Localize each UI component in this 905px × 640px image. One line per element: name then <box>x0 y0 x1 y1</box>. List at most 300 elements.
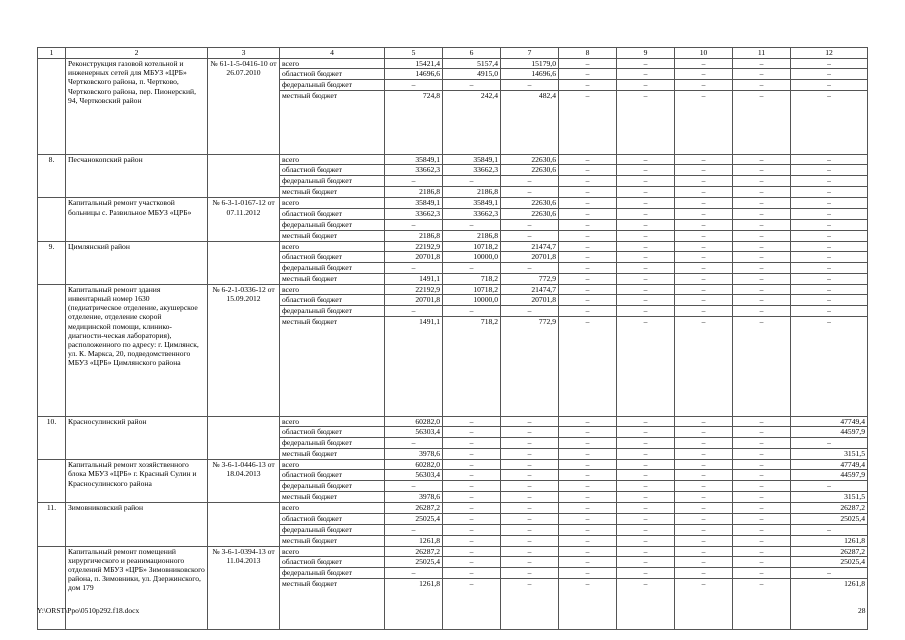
cell-col6: – <box>443 492 501 503</box>
cell-col10: – <box>675 578 733 629</box>
cell-col7: – <box>501 427 559 438</box>
cell-col10: – <box>675 556 733 567</box>
cell-col11: – <box>733 417 791 427</box>
budget-source: местный бюджет <box>280 187 385 198</box>
cell-col5: 25025,4 <box>385 513 443 524</box>
cell-col11: – <box>733 481 791 492</box>
cell-col6: 4915,0 <box>443 69 501 80</box>
cell-col8: – <box>559 438 617 449</box>
cell-col7: 21474,7 <box>501 284 559 294</box>
cell-col8: – <box>559 241 617 251</box>
cell-col10: – <box>675 524 733 535</box>
budget-source: областной бюджет <box>280 208 385 219</box>
cell-col11: – <box>733 503 791 513</box>
cell-col7: – <box>501 503 559 513</box>
cell-col8: – <box>559 556 617 567</box>
budget-source: всего <box>280 460 385 470</box>
cell-col8: – <box>559 187 617 198</box>
cell-col6: 10000,0 <box>443 295 501 306</box>
cell-col9: – <box>617 262 675 273</box>
document-number: № 61-1-5-0416-10 от 26.07.2010 <box>208 59 280 155</box>
file-path: Y:\ORST\Ppo\0510p292.f18.docx <box>37 606 140 615</box>
cell-col7: – <box>501 460 559 470</box>
cell-col7: – <box>501 470 559 481</box>
cell-col6: – <box>443 417 501 427</box>
cell-col12: – <box>791 241 868 251</box>
cell-col6: – <box>443 481 501 492</box>
cell-col8: – <box>559 284 617 294</box>
col-number: 6 <box>443 48 501 59</box>
row-number <box>38 546 66 629</box>
cell-col7: – <box>501 449 559 460</box>
cell-col10: – <box>675 567 733 578</box>
cell-col6: 35849,1 <box>443 155 501 165</box>
cell-col9: – <box>617 556 675 567</box>
cell-col5: 56303,4 <box>385 470 443 481</box>
cell-col8: – <box>559 306 617 317</box>
cell-col7: – <box>501 567 559 578</box>
cell-col9: – <box>617 241 675 251</box>
cell-col6: 718,2 <box>443 317 501 417</box>
cell-col10: – <box>675 230 733 241</box>
cell-col11: – <box>733 317 791 417</box>
cell-col12: – <box>791 524 868 535</box>
cell-col7: 21474,7 <box>501 241 559 251</box>
cell-col10: – <box>675 241 733 251</box>
cell-col12: – <box>791 284 868 294</box>
cell-col7: – <box>501 80 559 91</box>
budget-source: местный бюджет <box>280 317 385 417</box>
cell-col9: – <box>617 187 675 198</box>
budget-source: местный бюджет <box>280 91 385 155</box>
cell-col5: 33662,3 <box>385 208 443 219</box>
cell-col5: – <box>385 306 443 317</box>
table-row <box>38 59 868 69</box>
cell-col12: 25025,4 <box>791 513 868 524</box>
cell-col12: 25025,4 <box>791 556 868 567</box>
cell-col7: 20701,8 <box>501 251 559 262</box>
cell-col8: – <box>559 198 617 208</box>
cell-col8: – <box>559 230 617 241</box>
cell-col5: 22192,9 <box>385 284 443 294</box>
cell-col8: – <box>559 513 617 524</box>
cell-col5: 14696,6 <box>385 69 443 80</box>
cell-col12: – <box>791 165 868 176</box>
cell-col5: – <box>385 262 443 273</box>
cell-col10: – <box>675 251 733 262</box>
cell-col9: – <box>617 155 675 165</box>
cell-col12: – <box>791 219 868 230</box>
cell-col10: – <box>675 470 733 481</box>
budget-source: областной бюджет <box>280 251 385 262</box>
cell-col7: 22630,6 <box>501 165 559 176</box>
cell-col6: – <box>443 535 501 546</box>
cell-col7: – <box>501 230 559 241</box>
cell-col12: – <box>791 80 868 91</box>
cell-col10: – <box>675 481 733 492</box>
cell-col9: – <box>617 449 675 460</box>
cell-col5: 33662,3 <box>385 165 443 176</box>
cell-col6: – <box>443 219 501 230</box>
cell-col10: – <box>675 80 733 91</box>
cell-col8: – <box>559 91 617 155</box>
cell-col7: – <box>501 556 559 567</box>
object-name: Зимовниковский район <box>66 503 208 546</box>
cell-col12: 1261,8 <box>791 535 868 546</box>
cell-col10: – <box>675 198 733 208</box>
cell-col10: – <box>675 317 733 417</box>
cell-col10: – <box>675 295 733 306</box>
cell-col9: – <box>617 481 675 492</box>
cell-col11: – <box>733 556 791 567</box>
cell-col9: – <box>617 524 675 535</box>
col-number: 9 <box>617 48 675 59</box>
row-number <box>38 460 66 503</box>
budget-source: всего <box>280 417 385 427</box>
cell-col5: 26287,2 <box>385 546 443 556</box>
cell-col8: – <box>559 546 617 556</box>
cell-col5: 15421,4 <box>385 59 443 69</box>
col-number: 4 <box>280 48 385 59</box>
cell-col12: – <box>791 59 868 69</box>
cell-col8: – <box>559 417 617 427</box>
cell-col8: – <box>559 251 617 262</box>
cell-col11: – <box>733 155 791 165</box>
document-number: № 3-6-1-0394-13 от 11.04.2013 <box>208 546 280 629</box>
table-row <box>38 241 868 251</box>
cell-col5: 56303,4 <box>385 427 443 438</box>
cell-col8: – <box>559 208 617 219</box>
cell-col6: – <box>443 80 501 91</box>
cell-col8: – <box>559 578 617 629</box>
cell-col5: 26287,2 <box>385 503 443 513</box>
budget-source: областной бюджет <box>280 427 385 438</box>
cell-col5: 20701,8 <box>385 295 443 306</box>
budget-table <box>37 47 868 630</box>
cell-col8: – <box>559 535 617 546</box>
cell-col8: – <box>559 176 617 187</box>
cell-col11: – <box>733 306 791 317</box>
cell-col12: 26287,2 <box>791 546 868 556</box>
column-number-row <box>38 48 868 59</box>
cell-col5: – <box>385 176 443 187</box>
cell-col10: – <box>675 503 733 513</box>
row-number <box>38 198 66 241</box>
cell-col5: 35849,1 <box>385 155 443 165</box>
cell-col11: – <box>733 262 791 273</box>
cell-col9: – <box>617 69 675 80</box>
cell-col11: – <box>733 198 791 208</box>
cell-col9: – <box>617 251 675 262</box>
cell-col9: – <box>617 208 675 219</box>
cell-col10: – <box>675 546 733 556</box>
cell-col11: – <box>733 567 791 578</box>
cell-col6: – <box>443 546 501 556</box>
cell-col10: – <box>675 273 733 284</box>
cell-col12: – <box>791 176 868 187</box>
cell-col12: 3151,5 <box>791 449 868 460</box>
cell-col8: – <box>559 262 617 273</box>
cell-col5: 25025,4 <box>385 556 443 567</box>
col-number: 2 <box>66 48 208 59</box>
cell-col7: 22630,6 <box>501 208 559 219</box>
cell-col5: 3978,6 <box>385 492 443 503</box>
cell-col7: 20701,8 <box>501 295 559 306</box>
col-number: 5 <box>385 48 443 59</box>
object-name: Капитальный ремонт здания инвентарный номер 1630 (педиатрическое отделение, акушерское отделение, отделение скорой медицинской помощи, клинико-диагности-ческая лаборатория), расположенного по адресу: г. Цимлянск, ул. К. Маркса, 20, подведомственного МБУЗ «ЦРБ» Цимлянского района <box>66 284 208 416</box>
cell-col6: – <box>443 306 501 317</box>
cell-col7: 772,9 <box>501 273 559 284</box>
cell-col6: – <box>443 460 501 470</box>
cell-col11: – <box>733 524 791 535</box>
cell-col12: – <box>791 208 868 219</box>
budget-source: федеральный бюджет <box>280 524 385 535</box>
cell-col9: – <box>617 417 675 427</box>
cell-col5: 1491,1 <box>385 273 443 284</box>
col-number: 11 <box>733 48 791 59</box>
cell-col5: 20701,8 <box>385 251 443 262</box>
document-number <box>208 155 280 198</box>
cell-col10: – <box>675 535 733 546</box>
object-name: Цимлянский район <box>66 241 208 284</box>
cell-col7: – <box>501 187 559 198</box>
cell-col10: – <box>675 59 733 69</box>
col-number: 12 <box>791 48 868 59</box>
cell-col12: – <box>791 155 868 165</box>
cell-col10: – <box>675 219 733 230</box>
cell-col12: 47749,4 <box>791 460 868 470</box>
cell-col7: – <box>501 219 559 230</box>
cell-col5: – <box>385 438 443 449</box>
cell-col11: – <box>733 165 791 176</box>
cell-col7: – <box>501 546 559 556</box>
budget-source: федеральный бюджет <box>280 176 385 187</box>
cell-col9: – <box>617 219 675 230</box>
budget-source: областной бюджет <box>280 513 385 524</box>
budget-source: федеральный бюджет <box>280 481 385 492</box>
budget-source: местный бюджет <box>280 230 385 241</box>
cell-col7: 15179,0 <box>501 59 559 69</box>
table-row <box>38 155 868 165</box>
cell-col6: 35849,1 <box>443 198 501 208</box>
cell-col8: – <box>559 492 617 503</box>
budget-source: федеральный бюджет <box>280 567 385 578</box>
cell-col9: – <box>617 80 675 91</box>
cell-col5: – <box>385 481 443 492</box>
cell-col9: – <box>617 295 675 306</box>
budget-source: федеральный бюджет <box>280 306 385 317</box>
cell-col11: – <box>733 449 791 460</box>
cell-col8: – <box>559 460 617 470</box>
cell-col9: – <box>617 273 675 284</box>
document-number: № 6-2-1-0336-12 от 15.09.2012 <box>208 284 280 416</box>
cell-col7: – <box>501 417 559 427</box>
cell-col11: – <box>733 438 791 449</box>
document-number <box>208 503 280 546</box>
table-row <box>38 417 868 427</box>
cell-col6: – <box>443 449 501 460</box>
cell-col9: – <box>617 470 675 481</box>
budget-source: областной бюджет <box>280 556 385 567</box>
cell-col10: – <box>675 460 733 470</box>
table-row <box>38 460 868 470</box>
cell-col9: – <box>617 91 675 155</box>
table-row <box>38 284 868 294</box>
cell-col12: 26287,2 <box>791 503 868 513</box>
cell-col12: 1261,8 <box>791 578 868 629</box>
col-number: 1 <box>38 48 66 59</box>
cell-col10: – <box>675 155 733 165</box>
budget-source: областной бюджет <box>280 165 385 176</box>
cell-col7: – <box>501 578 559 629</box>
cell-col6: – <box>443 262 501 273</box>
cell-col8: – <box>559 80 617 91</box>
object-name: Капитальный ремонт помещений хирургического и реанимационного отделений МБУЗ «ЦРБ» Зимовниковского района, п. Зимовники, ул. Дзержинского, дом 179 <box>66 546 208 629</box>
row-number <box>38 284 66 416</box>
cell-col9: – <box>617 306 675 317</box>
cell-col11: – <box>733 546 791 556</box>
cell-col10: – <box>675 438 733 449</box>
object-name: Капитальный ремонт хозяйственного блока МБУЗ «ЦРБ» г. Красный Сулин и Красносулинского района <box>66 460 208 503</box>
cell-col12: – <box>791 567 868 578</box>
col-number: 3 <box>208 48 280 59</box>
cell-col12: – <box>791 273 868 284</box>
cell-col11: – <box>733 80 791 91</box>
cell-col12: – <box>791 317 868 417</box>
cell-col11: – <box>733 295 791 306</box>
cell-col10: – <box>675 262 733 273</box>
cell-col12: – <box>791 69 868 80</box>
cell-col6: – <box>443 503 501 513</box>
cell-col8: – <box>559 449 617 460</box>
cell-col9: – <box>617 546 675 556</box>
cell-col6: – <box>443 567 501 578</box>
cell-col11: – <box>733 578 791 629</box>
cell-col10: – <box>675 187 733 198</box>
budget-source: федеральный бюджет <box>280 80 385 91</box>
cell-col9: – <box>617 176 675 187</box>
page-number: 28 <box>858 606 866 615</box>
cell-col11: – <box>733 535 791 546</box>
budget-source: федеральный бюджет <box>280 262 385 273</box>
budget-source: областной бюджет <box>280 69 385 80</box>
cell-col8: – <box>559 219 617 230</box>
cell-col5: 35849,1 <box>385 198 443 208</box>
cell-col9: – <box>617 535 675 546</box>
budget-source: всего <box>280 155 385 165</box>
cell-col12: – <box>791 91 868 155</box>
object-name: Красносулинский район <box>66 417 208 460</box>
cell-col8: – <box>559 69 617 80</box>
row-number <box>38 59 66 155</box>
cell-col8: – <box>559 567 617 578</box>
cell-col7: – <box>501 492 559 503</box>
cell-col5: – <box>385 524 443 535</box>
cell-col6: 242,4 <box>443 91 501 155</box>
cell-col8: – <box>559 165 617 176</box>
cell-col6: 2186,8 <box>443 230 501 241</box>
row-number: 8. <box>38 155 66 198</box>
cell-col5: 60282,0 <box>385 417 443 427</box>
cell-col11: – <box>733 59 791 69</box>
cell-col12: 3151,5 <box>791 492 868 503</box>
table-body <box>38 48 868 630</box>
cell-col6: 718,2 <box>443 273 501 284</box>
cell-col12: 44597,9 <box>791 470 868 481</box>
cell-col11: – <box>733 284 791 294</box>
cell-col7: – <box>501 262 559 273</box>
cell-col10: – <box>675 513 733 524</box>
cell-col11: – <box>733 460 791 470</box>
cell-col9: – <box>617 59 675 69</box>
cell-col7: – <box>501 535 559 546</box>
cell-col10: – <box>675 427 733 438</box>
budget-source: всего <box>280 546 385 556</box>
cell-col6: 10718,2 <box>443 284 501 294</box>
cell-col6: 10000,0 <box>443 251 501 262</box>
cell-col8: – <box>559 317 617 417</box>
cell-col6: 10718,2 <box>443 241 501 251</box>
cell-col10: – <box>675 176 733 187</box>
cell-col5: – <box>385 567 443 578</box>
cell-col11: – <box>733 187 791 198</box>
col-number: 8 <box>559 48 617 59</box>
cell-col8: – <box>559 59 617 69</box>
cell-col8: – <box>559 155 617 165</box>
budget-source: местный бюджет <box>280 535 385 546</box>
cell-col9: – <box>617 567 675 578</box>
cell-col11: – <box>733 273 791 284</box>
cell-col8: – <box>559 503 617 513</box>
cell-col7: – <box>501 438 559 449</box>
budget-source: местный бюджет <box>280 449 385 460</box>
col-number: 10 <box>675 48 733 59</box>
cell-col6: – <box>443 176 501 187</box>
cell-col8: – <box>559 273 617 284</box>
cell-col5: 2186,8 <box>385 187 443 198</box>
cell-col7: – <box>501 306 559 317</box>
cell-col9: – <box>617 284 675 294</box>
budget-source: федеральный бюджет <box>280 438 385 449</box>
table-row <box>38 546 868 556</box>
cell-col12: 47749,4 <box>791 417 868 427</box>
budget-source: всего <box>280 198 385 208</box>
cell-col12: – <box>791 306 868 317</box>
cell-col7: – <box>501 524 559 535</box>
cell-col7: 22630,6 <box>501 198 559 208</box>
cell-col11: – <box>733 241 791 251</box>
table-row <box>38 503 868 513</box>
cell-col11: – <box>733 470 791 481</box>
cell-col5: 22192,9 <box>385 241 443 251</box>
row-number: 10. <box>38 417 66 460</box>
cell-col7: – <box>501 176 559 187</box>
cell-col9: – <box>617 460 675 470</box>
cell-col10: – <box>675 165 733 176</box>
cell-col9: – <box>617 230 675 241</box>
cell-col6: 33662,3 <box>443 208 501 219</box>
document-number: № 6-3-1-0167-12 от 07.11.2012 <box>208 198 280 241</box>
cell-col9: – <box>617 492 675 503</box>
cell-col6: 2186,8 <box>443 187 501 198</box>
cell-col9: – <box>617 513 675 524</box>
cell-col9: – <box>617 578 675 629</box>
cell-col9: – <box>617 198 675 208</box>
cell-col5: 3978,6 <box>385 449 443 460</box>
col-number: 7 <box>501 48 559 59</box>
cell-col5: 724,8 <box>385 91 443 155</box>
document-number <box>208 417 280 460</box>
